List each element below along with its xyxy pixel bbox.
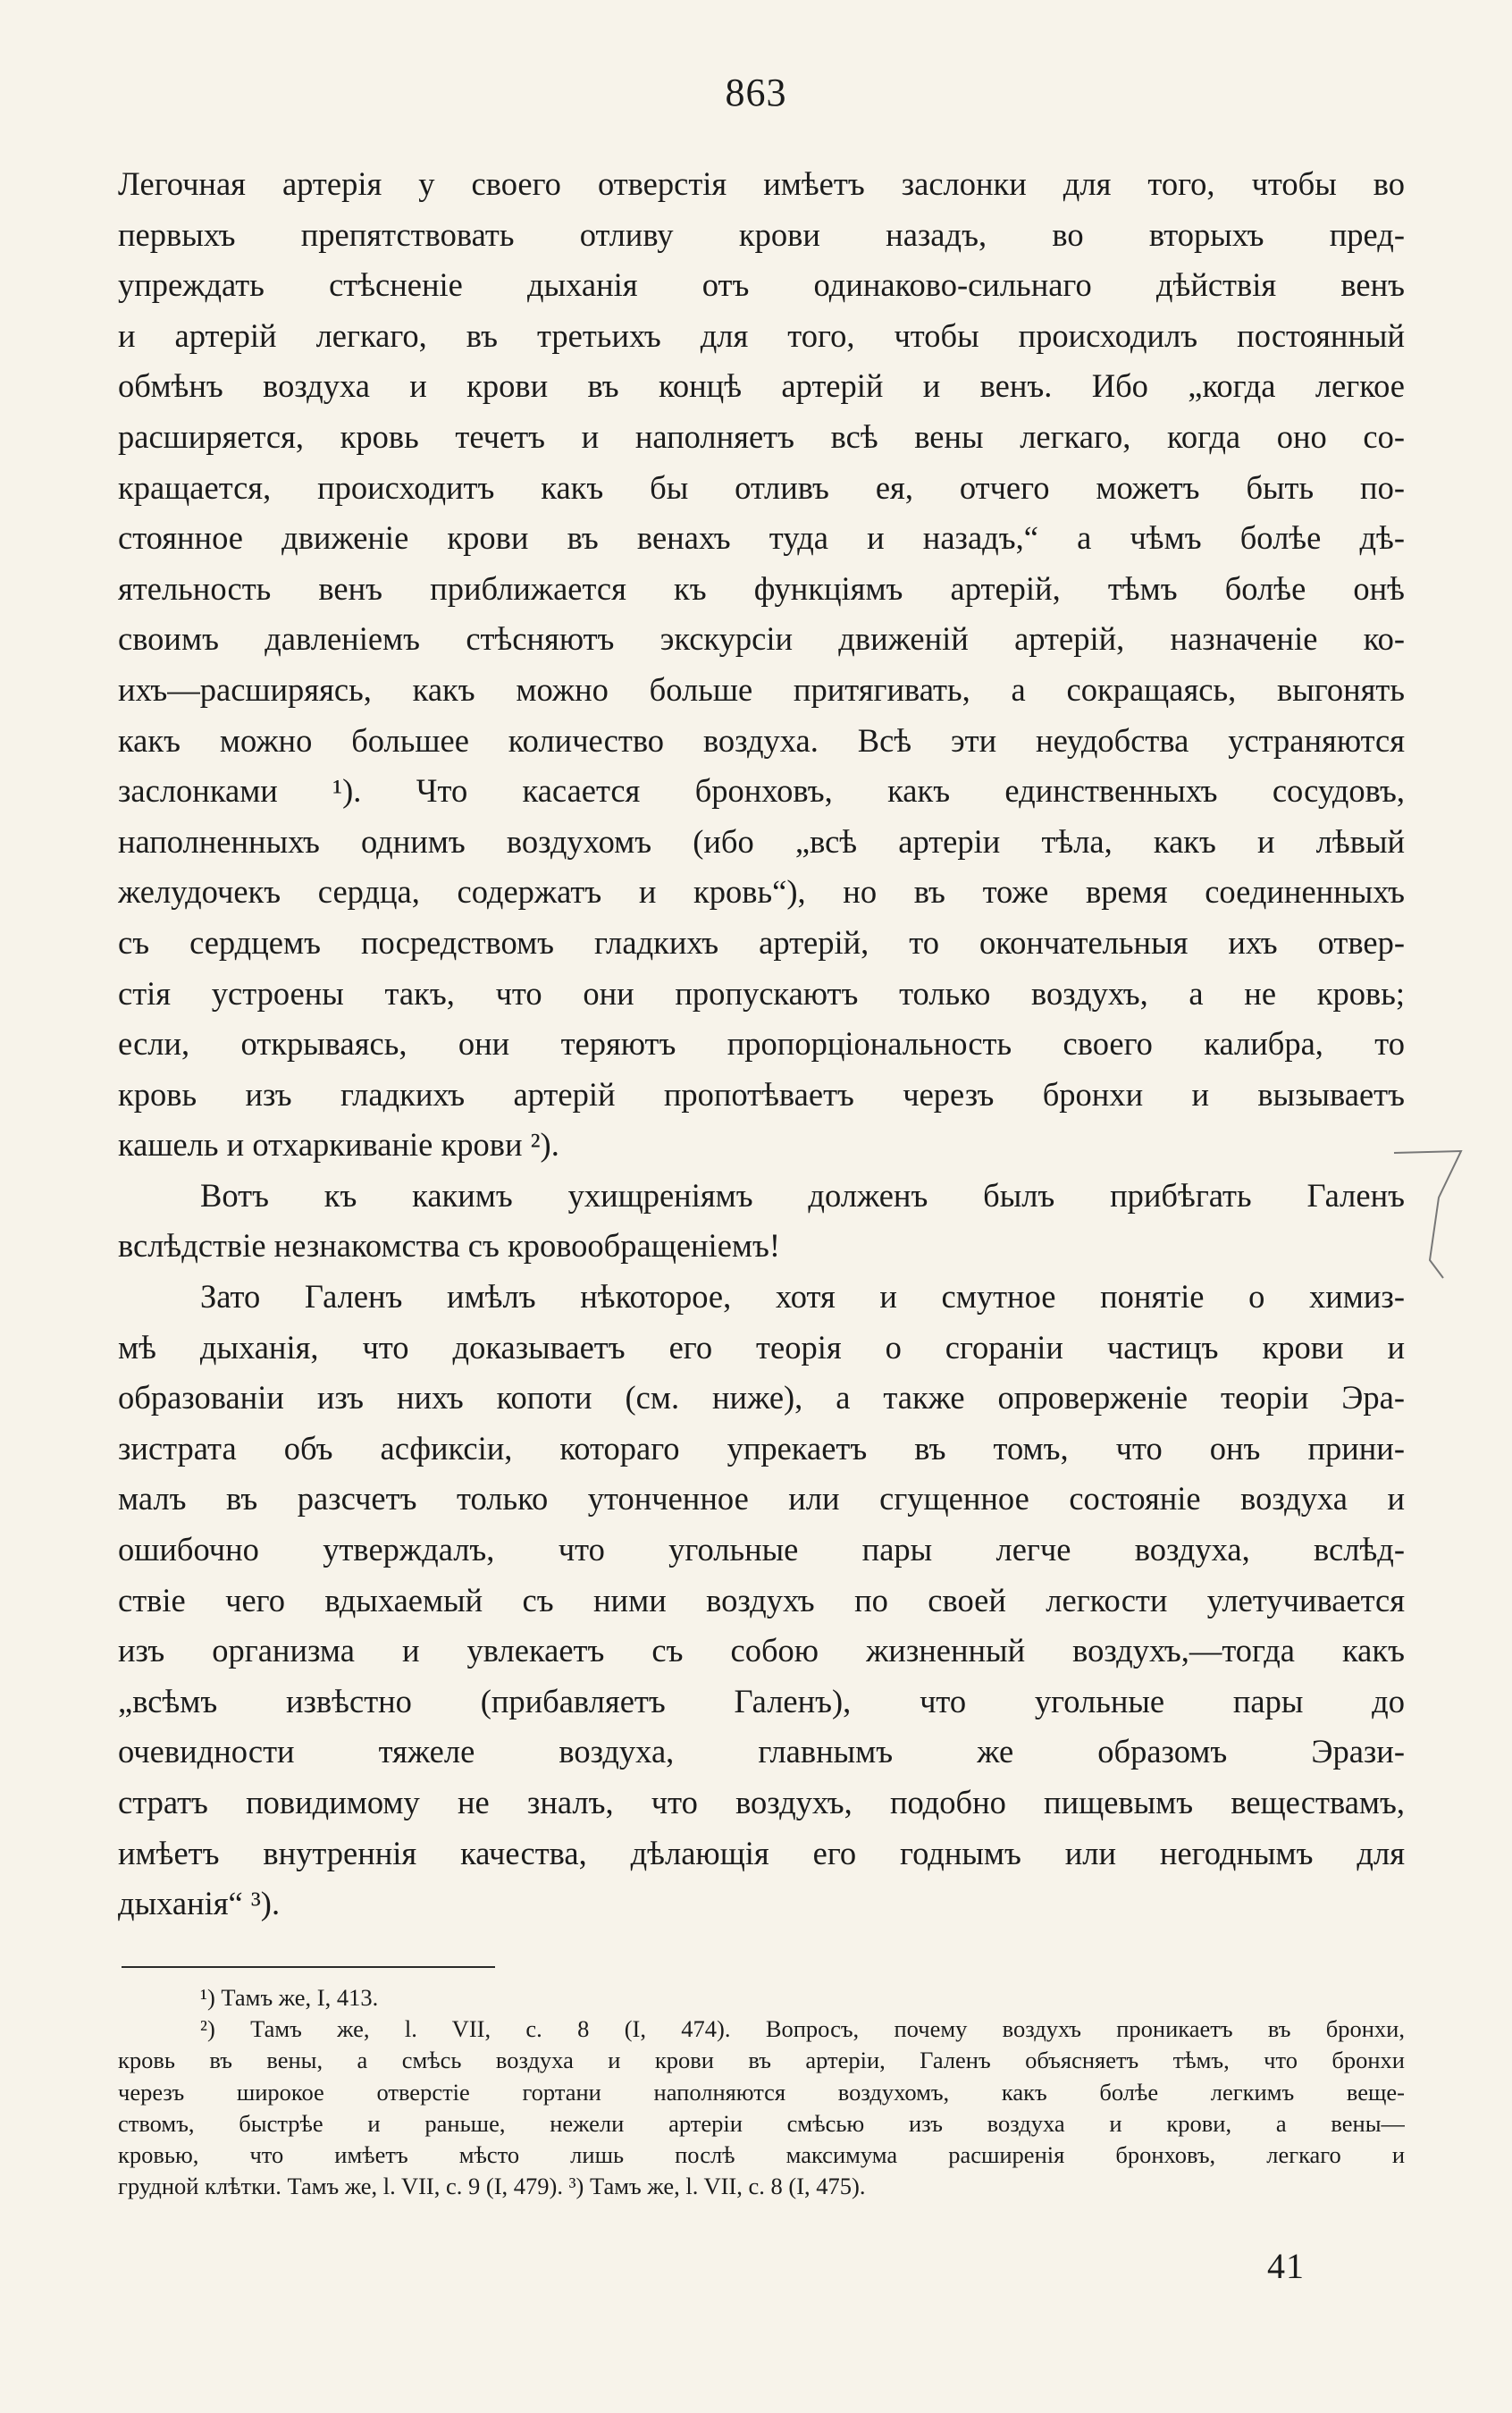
text-line: и артерій легкаго, въ третьихъ для того, чтобы происходилъ постоянный [118, 316, 1405, 354]
text-line: образованіи изъ нихъ копоти (см. ниже), а также опроверженіе теоріи Эра- [118, 1379, 1405, 1417]
main-text [118, 159, 1405, 1930]
text-line: стратъ повидимому не зналъ, что воздухъ, подобно пищевымъ веществамъ, [118, 1784, 1405, 1820]
text-line: Легочная артерія у своего отверстія имѣетъ заслонки для того, чтобы во [118, 165, 1405, 202]
text-line: Зато Галенъ имѣлъ нѣкоторое, хотя и смутное понятіе о химиз- [200, 1278, 1405, 1316]
footnotes [118, 1982, 1405, 2202]
footnote-divider [122, 1966, 495, 1968]
text-line: мѣ дыханія, что доказываетъ его теорія о сгораніи частицъ крови и [118, 1328, 1405, 1366]
text-line: „всѣмъ извѣстно (прибавляетъ Галенъ), что угольные пары до [118, 1682, 1405, 1719]
text-line: упреждать стѣсненіе дыханія отъ одинаково-сильнаго дѣйствія венъ [118, 266, 1405, 304]
text-line: какъ можно большее количество воздуха. Всѣ эти неудобства устраняются [118, 721, 1405, 759]
text-line: имѣетъ внутреннія качества, дѣлающія его годнымъ или негоднымъ для [118, 1834, 1405, 1871]
text-line: стоянное движеніе крови въ венахъ туда и назадъ,“ а чѣмъ болѣе дѣ- [118, 519, 1405, 557]
footnote-line: ²) Тамъ же, l. VII, c. 8 (I, 474). Вопросъ, почему воздухъ проникаетъ въ бронхи, [200, 2015, 1405, 2043]
text-line: своимъ давленіемъ стѣсняютъ экскурсіи движеній артерій, назначеніе ко- [118, 620, 1405, 658]
text-line: расширяется, кровь течетъ и наполняетъ всѣ вены легкаго, когда оно со- [118, 417, 1405, 455]
text-line: ятельность венъ приближается къ функціямъ артерій, тѣмъ болѣе онѣ [118, 569, 1405, 607]
footnote-line: кровью, что имѣетъ мѣсто лишь послѣ максимума расширенія бронховъ, легкаго и [118, 2140, 1405, 2168]
text-line: если, открываясь, они теряютъ пропорціональность своего калибра, то [118, 1025, 1405, 1063]
page-number: 863 [725, 71, 787, 114]
text-line: зистрата объ асфиксіи, котораго упрекаетъ въ томъ, что онъ прини- [118, 1429, 1405, 1467]
text-line: малъ въ разсчетъ только утонченное или сгущенное состояніе воздуха и [118, 1480, 1405, 1518]
text-line: ихъ—расширяясь, какъ можно больше притягивать, а сокращаясь, выгонять [118, 670, 1405, 708]
footnote-line: ¹) Тамъ же, I, 413. [200, 1984, 379, 2011]
margin-pencil-mark [1376, 1144, 1510, 1305]
text-line: очевидности тяжеле воздуха, главнымъ же образомъ Эрази- [118, 1733, 1405, 1770]
text-line: первыхъ препятствовать отливу крови назадъ, во вторыхъ пред- [118, 215, 1405, 253]
footnote-line: ствомъ, быстрѣе и раньше, нежели артеріи смѣсью изъ воздуха и крови, а вены— [118, 2109, 1405, 2137]
text-line: ствіе чего вдыхаемый съ ними воздухъ по своей легкости улетучивается [118, 1581, 1405, 1618]
text-line: дыханія“ ³). [118, 1885, 281, 1922]
text-line: кращается, происходитъ какъ бы отливъ ея, отчего можетъ быть по- [118, 468, 1405, 506]
text-line: кровь изъ гладкихъ артерій пропотѣваетъ черезъ бронхи и вызываетъ [118, 1075, 1405, 1113]
text-line: кашель и отхаркиваніе крови ²). [118, 1126, 559, 1164]
text-line: обмѣнъ воздуха и крови въ концѣ артерій и венъ. Ибо „когда легкое [118, 367, 1405, 405]
text-line: стія устроены такъ, что они пропускаютъ только воздухъ, а не кровь; [118, 974, 1405, 1012]
text-line: заслонками ¹). Что касается бронховъ, какъ единственныхъ сосудовъ, [118, 772, 1405, 810]
text-line: изъ организма и увлекаетъ съ собою жизненный воздухъ,—тогда какъ [118, 1632, 1405, 1669]
text-line: вслѣдствіе незнакомства съ кровообращеніемъ! [118, 1227, 781, 1265]
text-line: наполненныхъ однимъ воздухомъ (ибо „всѣ артеріи тѣла, какъ и лѣвый [118, 822, 1405, 860]
text-line: Вотъ къ какимъ ухищреніямъ долженъ былъ прибѣгать Галенъ [200, 1176, 1405, 1214]
footnote-line: грудной клѣтки. Тамъ же, l. VII, c. 9 (I, 479). ³) Тамъ же, l. VII, c. 8 (I, 475). [118, 2173, 866, 2200]
footnote-line: кровь въ вены, а смѣсь воздуха и крови въ артеріи, Галенъ объясняетъ тѣмъ, что бронхи [118, 2047, 1405, 2074]
text-line: ошибочно утверждалъ, что угольные пары легче воздуха, вслѣд- [118, 1531, 1405, 1568]
text-line: желудочекъ сердца, содержатъ и кровь“), но въ тоже время соединенныхъ [118, 873, 1405, 911]
footnote-line: черезъ широкое отверстіе гортани наполняются воздухомъ, какъ болѣе легкимъ веще- [118, 2078, 1405, 2106]
text-line: съ сердцемъ посредствомъ гладкихъ артерій, то окончательныя ихъ отвер- [118, 923, 1405, 961]
signature-number: 41 [1267, 2246, 1305, 2286]
